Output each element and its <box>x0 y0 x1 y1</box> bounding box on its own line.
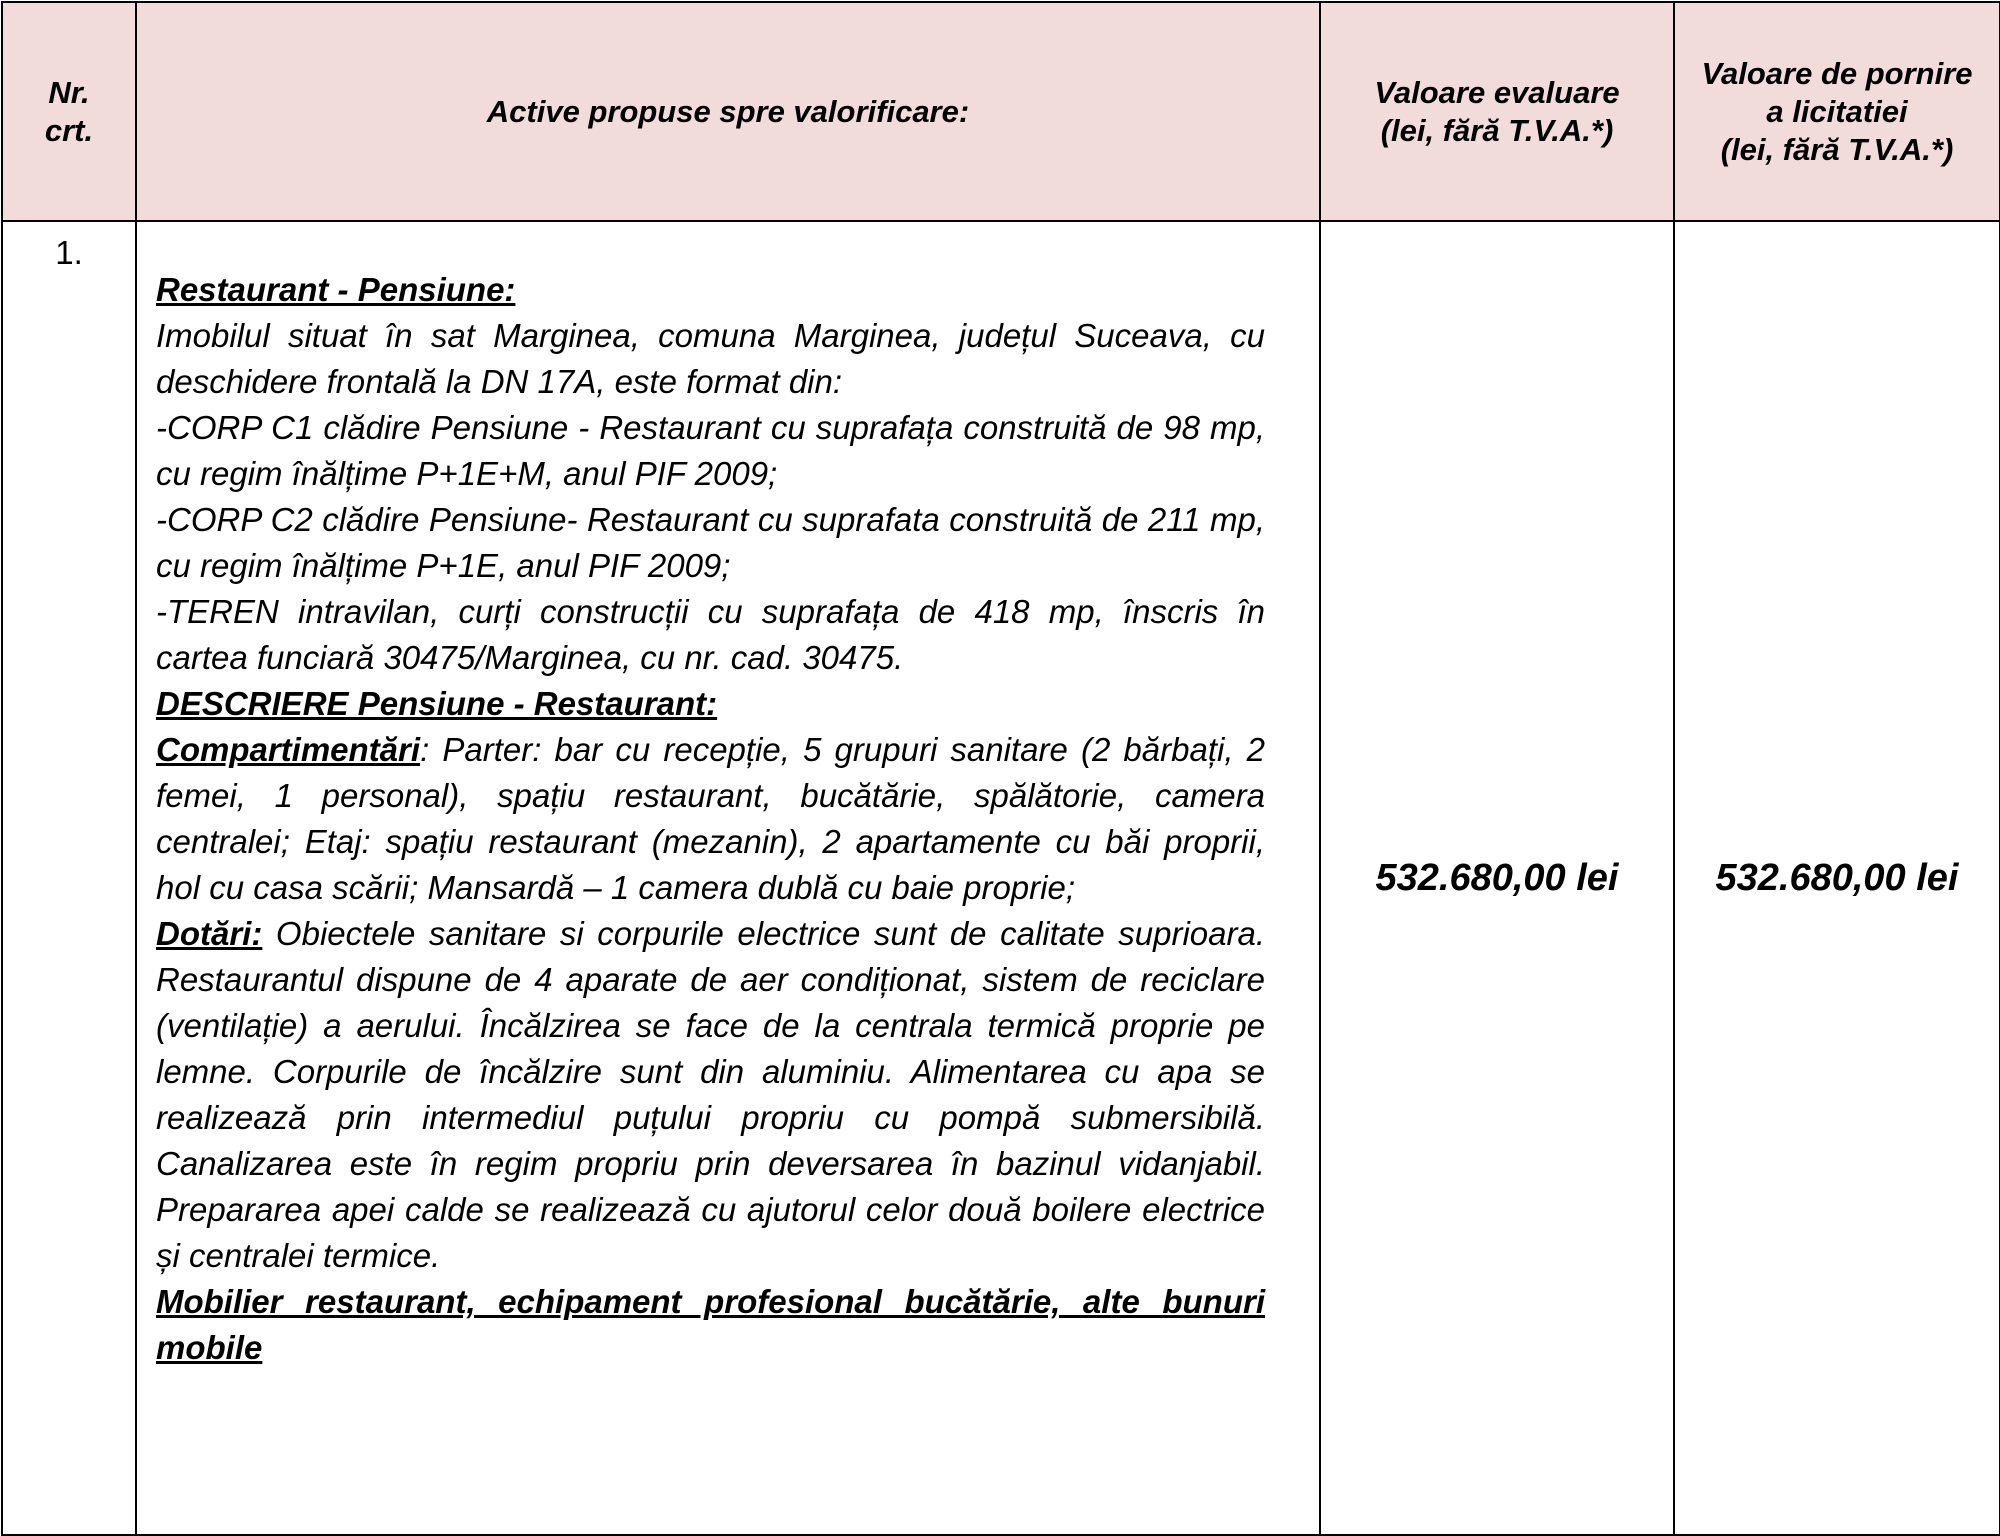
mobilier-heading: Mobilier restaurant, echipament profesional bucătărie, alte bunuri mobile <box>156 1283 1265 1366</box>
header-valoare-evaluare-line2: (lei, fără T.V.A.*) <box>1380 112 1614 148</box>
dotari-label: Dotări: <box>156 915 263 952</box>
asset-item: -TEREN intravilan, curți construcții cu suprafața de 418 mp, înscris în cartea funciară 30475/Marginea, cu nr. cad. 30475. <box>156 593 1265 676</box>
asset-title: Restaurant - Pensiune: <box>156 271 516 308</box>
header-nr <box>2 2 136 221</box>
assets-table <box>1 1 2000 1536</box>
valoare-evaluare-value: 532.680,00 lei <box>1320 221 1674 1535</box>
header-valoare-pornire-line3: (lei, fără T.V.A.*) <box>1720 131 1954 167</box>
asset-item: -CORP C2 clădire Pensiune- Restaurant cu suprafata construită de 211 mp, cu regim înălțime P+1E, anul PIF 2009; <box>156 501 1265 584</box>
valoare-pornire-value: 532.680,00 lei <box>1674 221 2000 1535</box>
compartimentari-text: : Parter: bar cu recepție, 5 grupuri sanitare (2 bărbați, 2 femei, 1 personal), spațiu restaurant, bucătărie, spălătorie, camera centralei; Etaj: spațiu restaurant (mezanin), 2 apartamente cu băi proprii, hol cu casa scării; Mansardă – 1 camera dublă cu baie proprie; <box>156 731 1265 906</box>
header-valoare-pornire-line1: Valoare de pornire <box>1701 55 1973 91</box>
row-number: 1. <box>2 221 136 1535</box>
descriere-title: DESCRIERE Pensiune - Restaurant: <box>156 685 718 722</box>
asset-item: -CORP C1 clădire Pensiune - Restaurant cu suprafața construită de 98 mp, cu regim înălțime P+1E+M, anul PIF 2009; <box>156 409 1265 492</box>
table-row <box>2 221 2000 1535</box>
header-valoare-evaluare <box>1320 2 1674 221</box>
compartimentari-paragraph <box>156 727 1265 911</box>
header-valoare-evaluare-line1: Valoare evaluare <box>1374 74 1620 110</box>
asset-intro: Imobilul situat în sat Marginea, comuna Marginea, județul Suceava, cu deschidere frontală la DN 17A, este format din: <box>156 317 1265 400</box>
compartimentari-label: Compartimentări <box>156 731 421 768</box>
header-active-label: Active propuse spre valorificare: <box>486 93 970 129</box>
dotari-text: Obiectele sanitare si corpurile electrice sunt de calitate suprioara. Restaurantul dispune de 4 aparate de aer condiționat, sistem de reciclare (ventilație) a aerului. Încălzirea se face de la centrala termică proprie pe lemne. Corpurile de încălzire sunt din aluminiu. Alimentarea cu apa se realizează prin intermediul puțului propriu cu pompă submersibilă. Canalizarea este în regim propriu prin deversarea în bazinul vidanjabil. Prepararea apei calde se realizează cu ajutorul celor două boilere electrice și centralei termice. <box>156 915 1265 1274</box>
header-valoare-pornire <box>1674 2 2000 221</box>
header-nr-line1: Nr. <box>48 74 90 110</box>
asset-description <box>136 221 1320 1535</box>
header-nr-line2: crt. <box>44 112 94 148</box>
header-valoare-pornire-line2: a licitatiei <box>1766 93 1908 129</box>
header-row <box>2 2 2000 221</box>
header-active <box>136 2 1320 221</box>
dotari-paragraph <box>156 911 1265 1279</box>
